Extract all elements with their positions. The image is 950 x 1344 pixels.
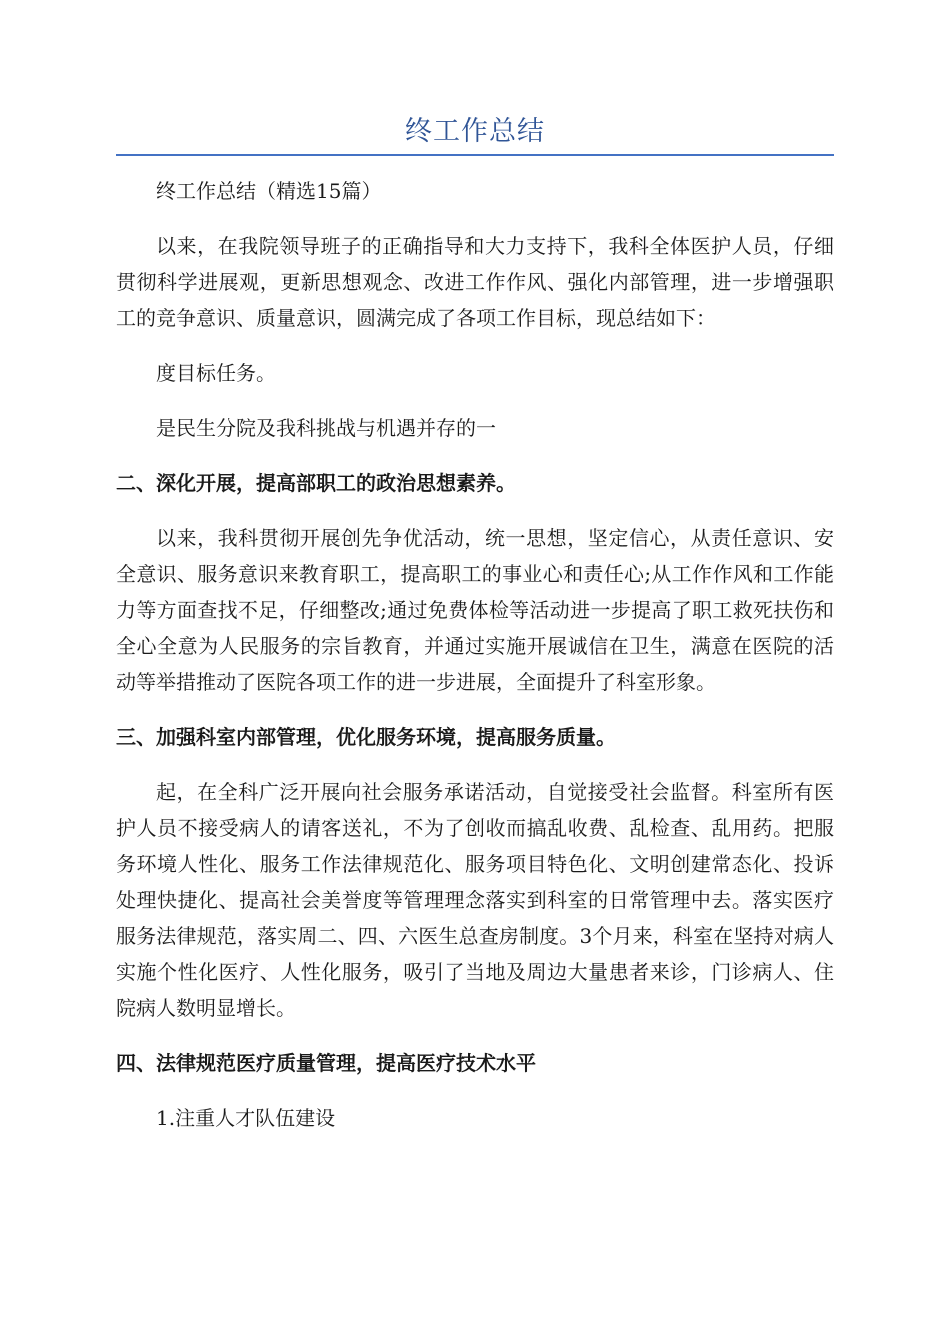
section-heading-4: 四、法律规范医疗质量管理，提高医疗技术水平 [116,1051,536,1075]
target-paragraph: 度目标任务。 [156,361,276,385]
section-4-item-1: 1.注重人才队伍建设 [156,1106,336,1130]
intro-paragraph: 以来，在我院领导班子的正确指导和大力支持下，我科全体医护人员，仔细贯彻科学进展观，更新思想观念、改进工作作风、强化内部管理，进一步增强职工的竞争意识、质量意识，圆满完成了各项工作目标，现总结如下： [116,234,834,330]
document-body [116,173,834,1155]
title-underline [116,154,834,156]
section-3-paragraph: 起，在全科广泛开展向社会服务承诺活动，自觉接受社会监督。科室所有医护人员不接受病人的请客送礼，不为了创收而搞乱收费、乱检查、乱用药。把服务环境人性化、服务工作法律规范化、服务项目特色化、文明创建常态化、投诉处理快捷化、提高社会美誉度等管理理念落实到科室的日常管理中去。落实医疗服务法律规范，落实周二、四、六医生总查房制度。3个月来，科室在坚持对病人实施个性化医疗、人性化服务，吸引了当地及周边大量患者来诊，门诊病人、住院病人数明显增长。 [116,780,834,1020]
document-title: 终工作总结 [405,116,545,147]
section-heading-2: 二、深化开展，提高部职工的政治思想素养。 [116,471,516,495]
challenge-paragraph: 是民生分院及我科挑战与机遇并存的一 [156,416,496,440]
subtitle-paragraph: 终工作总结（精选15篇） [156,179,382,203]
section-heading-3: 三、加强科室内部管理，优化服务环境，提高服务质量。 [116,725,616,749]
section-2-paragraph: 以来，我科贯彻开展创先争优活动，统一思想，坚定信心，从责任意识、安全意识、服务意识来教育职工，提高职工的事业心和责任心;从工作作风和工作能力等方面查找不足，仔细整改;通过免费体检等活动进一步提高了职工救死扶伤和全心全意为人民服务的宗旨教育，并通过实施开展诚信在卫生，满意在医院的活动等举措推动了医院各项工作的进一步进展，全面提升了科室形象。 [116,526,834,694]
